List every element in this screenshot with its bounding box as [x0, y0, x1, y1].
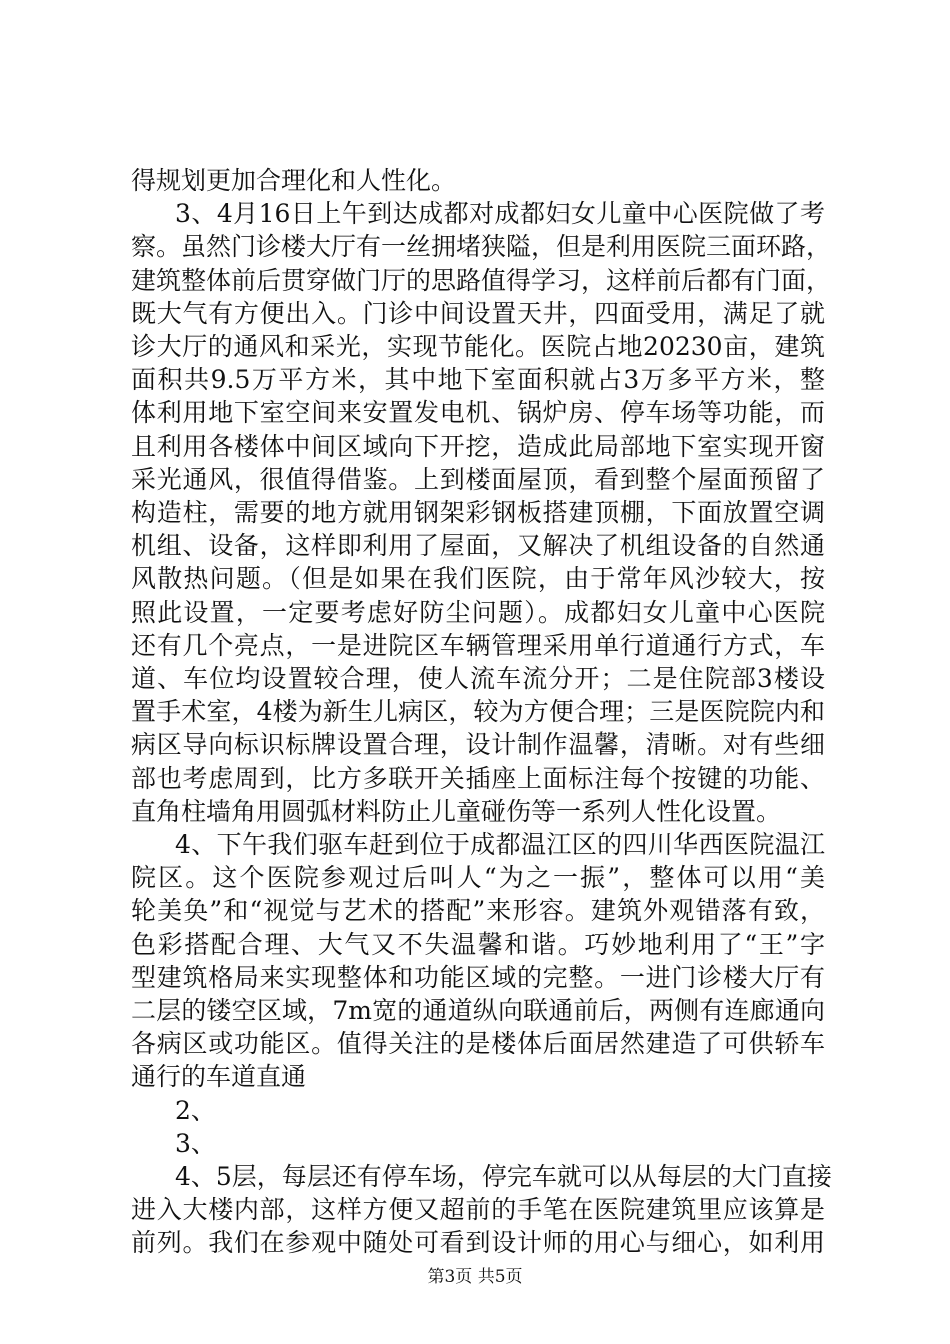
- list-item: 3、: [175, 1129, 216, 1158]
- text-line: 照此设置，一定要考虑好防尘问题）。成都妇女儿童中心医院: [131, 598, 825, 627]
- text-line: 各病区或功能区。值得关注的是楼体后面居然建造了可供轿车: [131, 1029, 825, 1058]
- paragraph-start: 4、下午我们驱车赶到位于成都温江区的四川华西医院温江: [175, 830, 825, 859]
- text-line: 察。虽然门诊楼大厅有一丝拥堵狭隘，但是利用医院三面环路，: [131, 232, 832, 261]
- text-line: 面积共9.5万平方米，其中地下室面积就占3万多平方米，整: [131, 365, 825, 394]
- text-line: 前列。我们在参观中随处可看到设计师的用心与细心，如利用: [131, 1228, 825, 1257]
- text-line: 且利用各楼体中间区域向下开挖，造成此局部地下室实现开窗: [131, 432, 825, 461]
- text-line: 既大气有方便出入。门诊中间设置天井，四面受用，满足了就: [131, 299, 825, 328]
- text-line: 院区。这个医院参观过后叫人“为之一振”，整体可以用“美: [131, 863, 825, 892]
- text-line: 色彩搭配合理、大气又不失温馨和谐。巧妙地利用了“王”字: [131, 930, 825, 959]
- text-line: 二层的镂空区域，7m宽的通道纵向联通前后，两侧有连廊通向: [131, 996, 825, 1025]
- text-line: 道、车位均设置较合理，使人流车流分开；二是住院部3楼设: [131, 664, 825, 693]
- paragraph-start: 3、4月16日上午到达成都对成都妇女儿童中心医院做了考: [175, 199, 825, 228]
- text-line: 部也考虑周到，比方多联开关插座上面标注每个按键的功能、: [131, 764, 825, 793]
- text-line: 诊大厅的通风和采光，实现节能化。医院占地20230亩，建筑: [131, 332, 825, 361]
- text-line: 直角柱墙角用圆弧材料防止儿童碰伤等一系列人性化设置。: [131, 797, 782, 826]
- paragraph-start: 4、5层，每层还有停车场，停完车就可以从每层的大门直接: [175, 1162, 832, 1191]
- text-line: 进入大楼内部，这样方便又超前的手笔在医院建筑里应该算是: [131, 1195, 825, 1224]
- text-line: 病区导向标识标牌设置合理，设计制作温馨，清晰。对有些细: [131, 730, 825, 759]
- text-line: 采光通风，很值得借鉴。上到楼面屋顶，看到整个屋面预留了: [131, 465, 825, 494]
- text-line: 通行的车道直通: [131, 1062, 307, 1091]
- text-line: 体利用地下室空间来安置发电机、锅炉房、停车场等功能，而: [131, 398, 825, 427]
- text-line: 型建筑格局来实现整体和功能区域的完整。一进门诊楼大厅有: [131, 963, 825, 992]
- list-item: 2、: [175, 1096, 216, 1125]
- text-line: 机组、设备，这样即利用了屋面，又解决了机组设备的自然通: [131, 531, 825, 560]
- text-line: 轮美奂”和“视觉与艺术的搭配”来形容。建筑外观错落有致，: [131, 896, 825, 925]
- text-line: 构造柱，需要的地方就用钢架彩钢板搭建顶棚，下面放置空调: [131, 498, 825, 527]
- text-line: 建筑整体前后贯穿做门厅的思路值得学习，这样前后都有门面，: [131, 266, 832, 295]
- text-line: 得规划更加合理化和人性化。: [131, 166, 457, 195]
- text-line: 风散热问题。（但是如果在我们医院，由于常年风沙较大，按: [131, 564, 825, 593]
- text-line: 置手术室，4楼为新生儿病区，较为方便合理；三是医院院内和: [131, 697, 825, 726]
- page-footer: 第3页 共5页: [427, 1266, 523, 1287]
- text-line: 还有几个亮点，一是进院区车辆管理采用单行道通行方式，车: [131, 631, 825, 660]
